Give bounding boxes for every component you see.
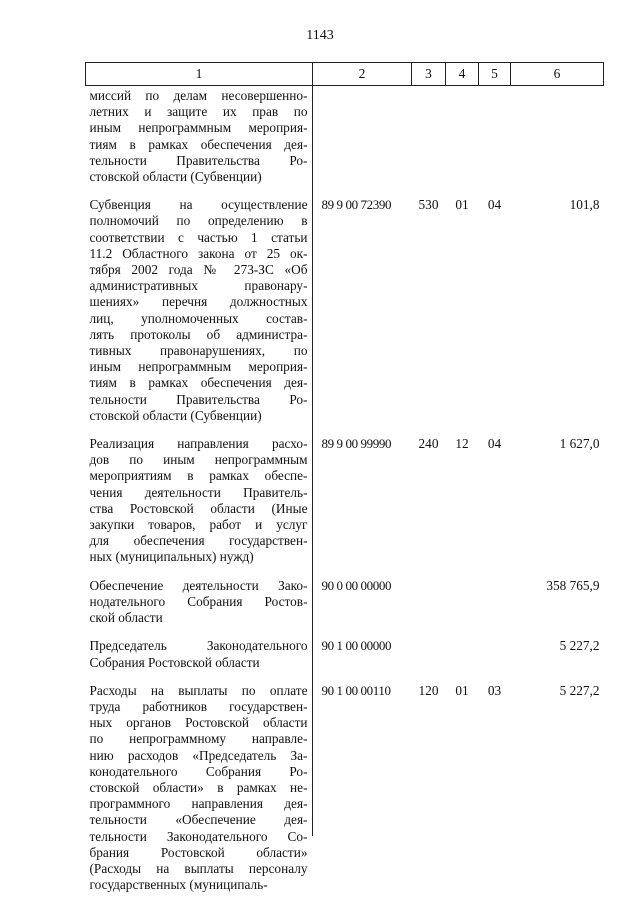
description-line: стовской области» в рамках не- <box>89 779 308 795</box>
description-line: государственных (муниципаль- <box>89 877 268 893</box>
row-code: 89 9 00 99990 <box>321 436 392 452</box>
description-line: миссий по делам несовершенно- <box>89 88 308 103</box>
row-description <box>86 578 313 639</box>
description-line: лять протоколы об администра- <box>89 326 308 342</box>
row-rz: 12 <box>455 436 469 452</box>
header-col-5: 5 <box>479 63 511 86</box>
row-sum: 358 765,9 <box>546 577 600 593</box>
row-pr: 04 <box>487 436 502 452</box>
description-line: Обеспечение деятельности Зако- <box>89 577 308 593</box>
table-row <box>86 683 604 905</box>
table-body <box>86 86 604 905</box>
description-line: тельности «Обеспечение дея- <box>89 812 308 828</box>
row-vr: 240 <box>418 436 439 452</box>
description-line: труда работников государствен- <box>89 698 308 714</box>
row-sum: 5 227,2 <box>559 638 600 654</box>
header-col-2: 2 <box>313 63 412 86</box>
table-row <box>86 197 604 436</box>
table-header-row <box>86 63 604 86</box>
description-line: Реализация направления расхо- <box>89 436 308 452</box>
row-pr: 03 <box>487 682 502 698</box>
row-code: 90 1 00 00110 <box>321 682 391 698</box>
header-col-4: 4 <box>446 63 479 86</box>
description-line: закупки товаров, работ и услуг <box>89 517 308 533</box>
description-line: ных органов Ростовской области <box>89 715 308 731</box>
row-vr <box>412 638 446 682</box>
row-vr: 120 <box>418 682 439 698</box>
description-line: Председатель Законодательного <box>89 638 308 654</box>
row-rz <box>446 578 479 639</box>
description-line: программного направления дея- <box>89 796 308 812</box>
description-line: по непрограммному направле- <box>89 731 308 747</box>
budget-table <box>85 62 604 905</box>
description-line: тельности Законодательного Со- <box>89 828 308 844</box>
row-code: 90 0 00 00000 <box>321 577 392 593</box>
row-description <box>86 683 313 905</box>
description-line: тиям в рамках обеспечения дея- <box>89 375 308 391</box>
row-vr <box>412 86 446 198</box>
description-line: Расходы на выплаты по оплате <box>89 682 308 698</box>
description-line: дов по иным непрограммным <box>89 452 308 468</box>
description-line: тября 2002 года № 273-ЗС «Об <box>89 262 308 278</box>
description-line: тельности Правительства Ро- <box>89 391 308 407</box>
table-row <box>86 436 604 578</box>
description-line: нию расходов «Председатель За- <box>89 747 308 763</box>
description-line: полномочий по определению в <box>89 213 308 229</box>
row-description <box>86 197 313 436</box>
row-rz: 01 <box>455 197 469 213</box>
row-vr <box>412 578 446 639</box>
description-line: ства Ростовской области (Иные <box>89 500 308 516</box>
row-sum: 5 227,2 <box>559 682 600 698</box>
description-line: нодательного Собрания Ростов- <box>89 593 308 609</box>
description-line: мероприятиям в рамках обеспе- <box>89 468 308 484</box>
description-line: шениях» перечня должностных <box>89 294 308 310</box>
row-sum <box>511 86 604 198</box>
row-code <box>313 86 412 198</box>
row-description <box>86 86 313 198</box>
row-pr <box>479 86 511 198</box>
row-pr <box>479 578 511 639</box>
description-line: стовской области (Субвенции) <box>89 169 262 185</box>
description-line: ской области <box>89 610 163 626</box>
row-sum: 1 627,0 <box>559 436 600 452</box>
row-code: 89 9 00 72390 <box>321 197 392 213</box>
header-col-6: 6 <box>511 63 604 86</box>
row-rz <box>446 638 479 682</box>
description-line: конодательного Собрания Ро- <box>89 763 308 779</box>
row-rz <box>446 86 479 198</box>
description-line: стовской области (Субвенции) <box>89 407 262 423</box>
description-line: тиям в рамках обеспечения дея- <box>89 136 308 152</box>
description-line: чения деятельности Правитель- <box>89 484 308 500</box>
description-line: Собрания Ростовской области <box>89 654 260 670</box>
description-line: (Расходы на выплаты персоналу <box>89 860 308 876</box>
description-line: лиц, уполномоченных состав- <box>89 310 308 326</box>
description-line: соответствии с частью 1 статьи <box>89 229 308 245</box>
description-line: административных правонару- <box>89 278 308 294</box>
description-line: иным непрограммным мероприя- <box>89 120 308 136</box>
description-line: Субвенция на осуществление <box>89 197 308 213</box>
row-description <box>86 436 313 578</box>
description-line: тивных правонарушениях, по <box>89 343 308 359</box>
page-number: 1143 <box>306 28 334 43</box>
row-vr: 530 <box>418 197 439 213</box>
row-sum: 101,8 <box>569 197 600 213</box>
row-pr: 04 <box>487 197 502 213</box>
description-line: брания Ростовской области» <box>89 844 308 860</box>
description-line: 11.2 Областного закона от 25 ок- <box>89 245 308 261</box>
header-col-3: 3 <box>412 63 446 86</box>
row-description <box>86 638 313 682</box>
row-rz: 01 <box>455 682 469 698</box>
header-col-1: 1 <box>86 63 313 86</box>
description-line: иным непрограммным мероприя- <box>89 359 308 375</box>
description-line: для обеспечения государствен- <box>89 533 308 549</box>
description-line: ных (муниципальных) нужд) <box>89 549 254 565</box>
row-code: 90 1 00 00000 <box>321 638 392 654</box>
table-row <box>86 578 604 639</box>
table-row <box>86 86 604 198</box>
description-line: летних и защите их прав по <box>89 104 308 120</box>
row-pr <box>479 638 511 682</box>
description-line: тельности Правительства Ро- <box>89 152 308 168</box>
table-row <box>86 638 604 682</box>
